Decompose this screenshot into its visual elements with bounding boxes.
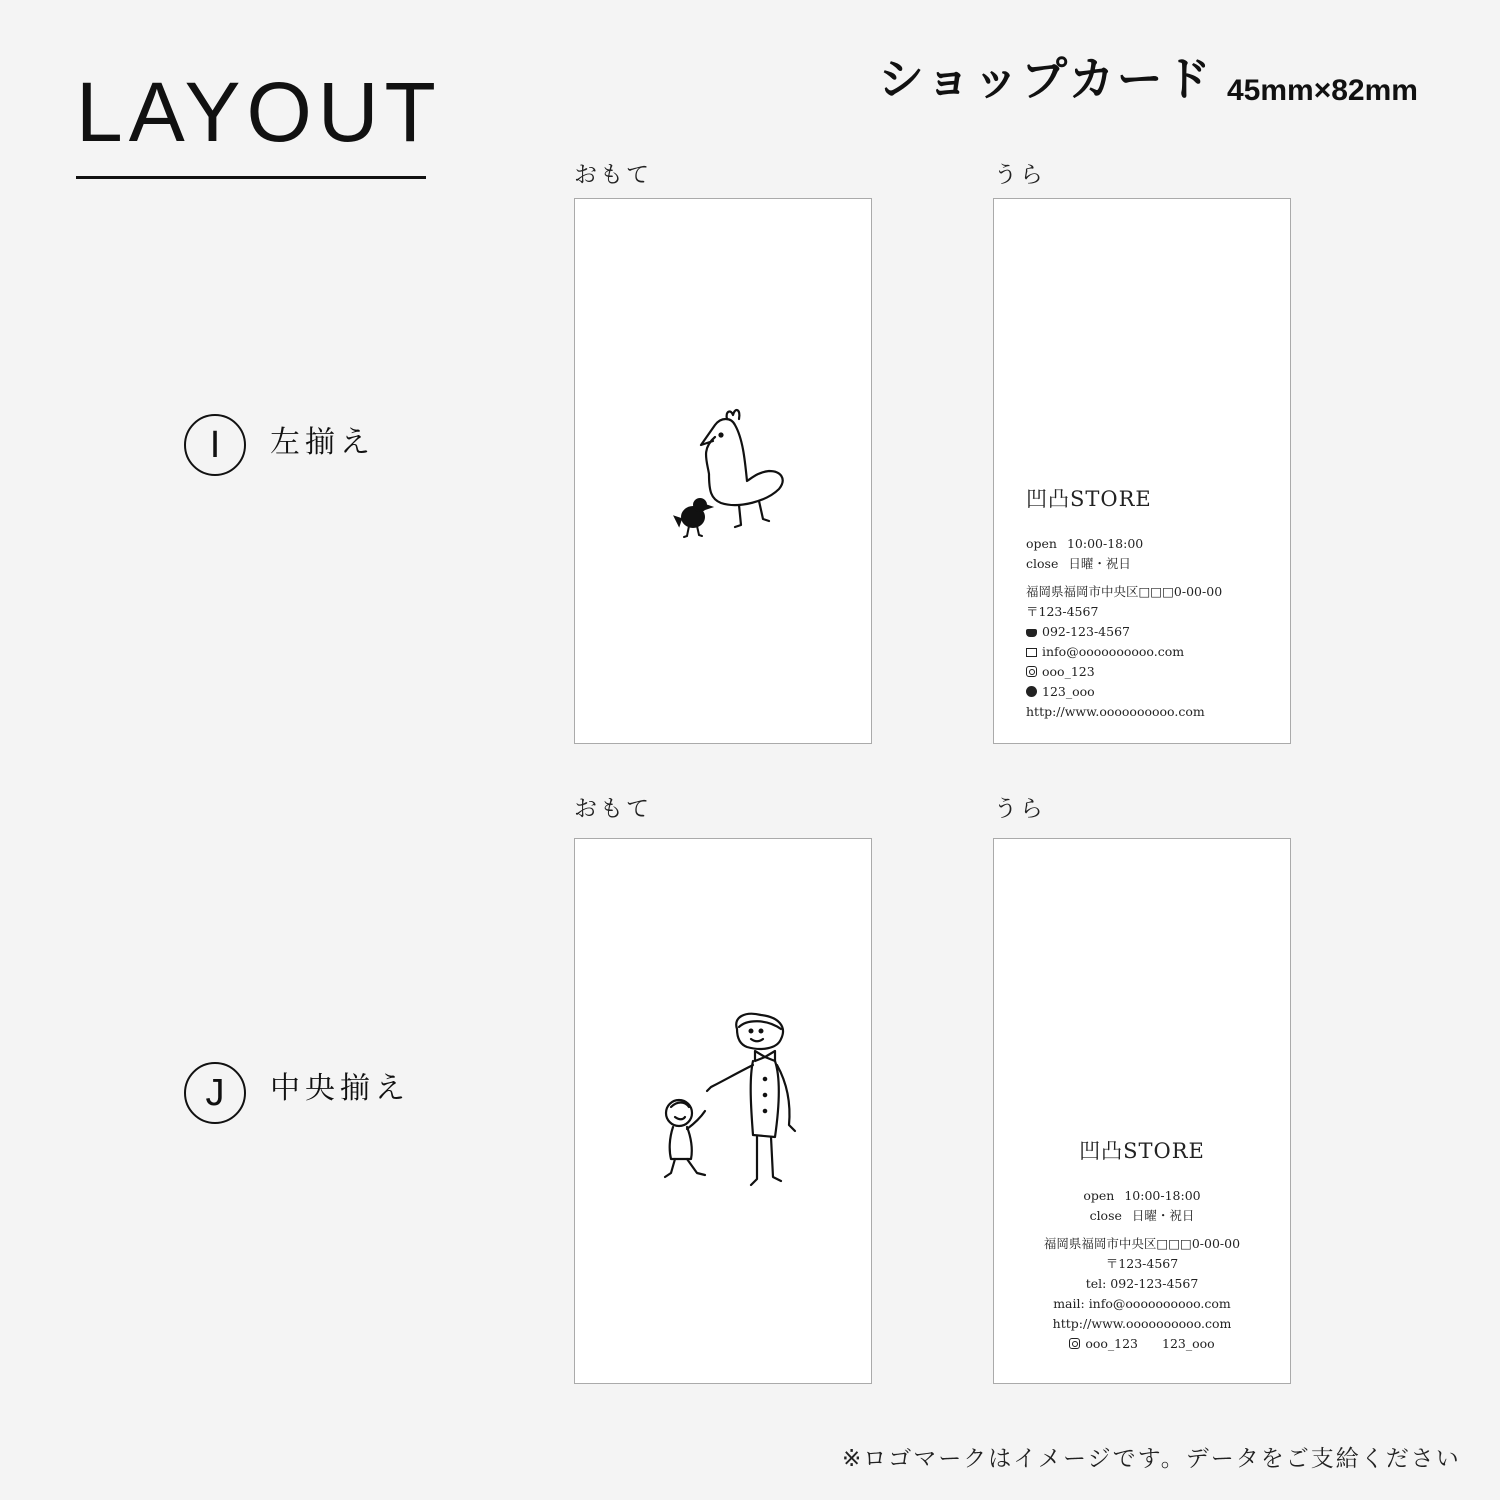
card-back-left-align — [993, 198, 1291, 744]
row-badge-i: I — [184, 414, 246, 476]
address: 福岡県福岡市中央区□□□0-00-00 — [1026, 584, 1223, 599]
website-url: http://www.oooooooooo.com — [1052, 1316, 1232, 1331]
card-back-center-align — [993, 838, 1291, 1384]
open-hours-value: 10:00-18:00 — [1066, 536, 1144, 551]
close-days — [994, 1206, 1290, 1226]
product-size: 45mm×82mm — [1227, 74, 1418, 107]
instagram-line — [1026, 662, 1222, 682]
address: 福岡県福岡市中央区□□□0-00-00 — [1043, 1236, 1241, 1251]
instagram-value: ooo_123 — [1085, 1336, 1138, 1351]
mail-value: mail: info@oooooooooo.com — [1053, 1296, 1231, 1311]
instagram-value: ooo_123 — [1042, 664, 1095, 679]
line-value: 123_ooo — [1042, 684, 1095, 699]
man-and-child-illustration — [575, 839, 873, 1385]
instagram-icon — [1026, 666, 1037, 677]
product-title: ショップカード — [878, 52, 1213, 106]
front-label: おもて — [574, 796, 652, 822]
open-hours — [1026, 534, 1222, 554]
close-days-value: 日曜・祝日 — [1068, 556, 1131, 571]
postal-code: 〒123-4567 — [1105, 1256, 1179, 1271]
line-app-icon — [1026, 686, 1037, 697]
open-hours — [994, 1186, 1290, 1206]
open-label: open — [1026, 536, 1057, 551]
store-name: 凹凸STORE — [1079, 1139, 1205, 1163]
open-label: open — [1083, 1188, 1115, 1203]
title-underline — [76, 176, 426, 179]
line-value: 123_ooo — [1162, 1336, 1215, 1351]
social-line — [994, 1334, 1290, 1354]
row-label-left-align: 左揃え — [270, 425, 375, 460]
tel-value: tel: 092-123-4567 — [1085, 1276, 1199, 1291]
page-title: LAYOUT — [76, 65, 442, 159]
back-label: うら — [994, 162, 1046, 188]
card-front-center-align — [574, 838, 872, 1384]
row-label-center-align: 中央揃え — [270, 1071, 410, 1106]
mail-icon — [1026, 648, 1037, 657]
row-badge-j: J — [184, 1062, 246, 1124]
mail-line — [1026, 642, 1222, 662]
store-name: 凹凸STORE — [1026, 487, 1152, 511]
store-info-block — [994, 1141, 1290, 1354]
tel-line — [1026, 622, 1222, 642]
close-label: close — [1089, 1208, 1122, 1223]
phone-icon — [1026, 629, 1037, 637]
close-days-value: 日曜・祝日 — [1131, 1208, 1195, 1223]
store-info-block — [1026, 489, 1222, 722]
close-label: close — [1026, 556, 1059, 571]
open-hours-value: 10:00-18:00 — [1124, 1188, 1201, 1203]
chicken-illustration — [575, 199, 873, 745]
footnote: ※ロゴマークはイメージです。データをご支給ください — [842, 1446, 1461, 1472]
website-url: http://www.oooooooooo.com — [1026, 704, 1205, 719]
card-front-left-align — [574, 198, 872, 744]
back-label: うら — [994, 796, 1046, 822]
mail-value: info@oooooooooo.com — [1042, 644, 1185, 659]
tel-value: 092-123-4567 — [1042, 624, 1130, 639]
line-line — [1026, 682, 1222, 702]
postal-code: 〒123-4567 — [1026, 604, 1099, 619]
front-label: おもて — [574, 162, 652, 188]
instagram-icon — [1069, 1338, 1080, 1349]
close-days — [1026, 554, 1222, 574]
